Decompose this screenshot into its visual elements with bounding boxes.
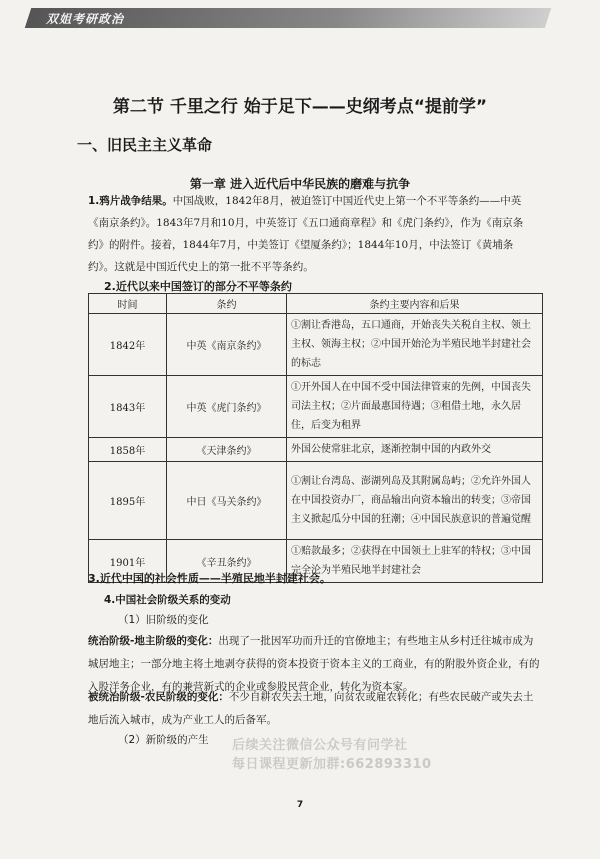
column-header-content: 条约主要内容和后果 xyxy=(287,294,543,314)
cell-content: 外国公使常驻北京，逐渐控制中国的内政外交 xyxy=(287,438,543,462)
column-header-treaty: 条约 xyxy=(167,294,287,314)
table-row xyxy=(89,314,543,376)
cell-year: 1895年 xyxy=(89,462,167,540)
ruling-class-lead: 统治阶级-地主阶级的变化： xyxy=(88,635,219,647)
subheading-new-class: （2）新阶级的产生 xyxy=(118,734,209,746)
item3-social-nature: 3.近代中国的社会性质——半殖民地半封建社会。 xyxy=(88,572,331,585)
section-title: 第二节 千里之行 始于足下——史纲考点“提前学” xyxy=(112,97,488,117)
table-row xyxy=(89,462,543,540)
cell-treaty: 中英《南京条约》 xyxy=(167,314,287,376)
treaty-table xyxy=(88,293,543,583)
subheading-old-class: （1）旧阶级的变化 xyxy=(118,614,209,626)
cell-treaty: 《天津条约》 xyxy=(167,438,287,462)
heading-old-democratic-revolution: 一、旧民主主义革命 xyxy=(77,136,213,154)
table-header-row xyxy=(89,294,543,314)
cell-content: ①开外国人在中国不受中国法律管束的先例，中国丧失司法主权；②片面最惠国待遇；③租借土地，永久居住，后变为租界 xyxy=(287,376,543,438)
item2-label: 2.近代以来中国签订的部分不平等条约 xyxy=(104,280,292,293)
item4-class-changes: 4.中国社会阶级关系的变动 xyxy=(104,594,231,606)
ruled-class-paragraph xyxy=(88,686,540,732)
chapter-title: 第一章 进入近代后中华民族的磨难与抗争 xyxy=(189,177,411,191)
watermark-line-2: 每日课程更新加群:662893310 xyxy=(232,757,432,772)
cell-content: ①割让台湾岛、澎湖列岛及其附属岛屿；②允许外国人在中国投资办厂，商品输出向资本输出的转变；③帝国主义掀起瓜分中国的狂潮；④中国民族意识的普遍觉醒 xyxy=(287,462,543,540)
table-row xyxy=(89,376,543,438)
item1-text: 中国战败，1842年8月，被迫签订中国近代史上第一个不平等条约——中英《南京条约》。1843年7月和10月，中英签订《五口通商章程》和《虎门条约》，作为《南京条约》的附件。接着，1844年7月，中美签订《望厦条约》；1844年10月，中法签订《黄埔条约》。这就是中国近代史上的第一批不平等条约。 xyxy=(88,195,524,273)
cell-year: 1858年 xyxy=(89,438,167,462)
cell-year: 1901年 xyxy=(89,540,167,583)
page-number: 7 xyxy=(296,800,304,810)
cell-treaty: 中日《马关条约》 xyxy=(167,462,287,540)
cell-content: ①割让香港岛，五口通商，开始丧失关税自主权、领土主权、领海主权；②中国开始沦为半殖民地半封建社会的标志 xyxy=(287,314,543,376)
ruled-class-lead: 被统治阶级-农民阶级的变化： xyxy=(88,691,229,703)
table-row xyxy=(89,438,543,462)
cell-year: 1843年 xyxy=(89,376,167,438)
item1-paragraph xyxy=(88,190,538,278)
watermark-line-1: 后续关注微信公众号有问学社 xyxy=(232,738,408,753)
ruled-class-text: 不少自耕农失去土地，向贫农或雇农转化；有些农民破产或失去土地后流入城市，成为产业工人的后备军。 xyxy=(88,691,534,726)
cell-year: 1842年 xyxy=(89,314,167,376)
ruling-class-text: 出现了一批因军功而升迁的官僚地主；有些地主从乡村迁往城市成为城居地主；一部分地主将土地剥夺获得的资本投资于资本主义的工商业，有的附股外资企业，有的入股洋务企业，有的兼营新式的企业或参股民营企业，转化为资本家。 xyxy=(88,635,540,693)
header-brand: 双姐考研政治 xyxy=(46,12,125,26)
cell-treaty: 中英《虎门条约》 xyxy=(167,376,287,438)
cell-content: ①赔款最多；②获得在中国领土上驻军的特权；③中国完全沦为半殖民地半封建社会 xyxy=(287,540,543,583)
item1-lead: 1.鸦片战争结果。 xyxy=(88,195,173,207)
watermark-text xyxy=(232,736,442,774)
column-header-time: 时间 xyxy=(89,294,167,314)
cell-treaty: 《辛丑条约》 xyxy=(167,540,287,583)
